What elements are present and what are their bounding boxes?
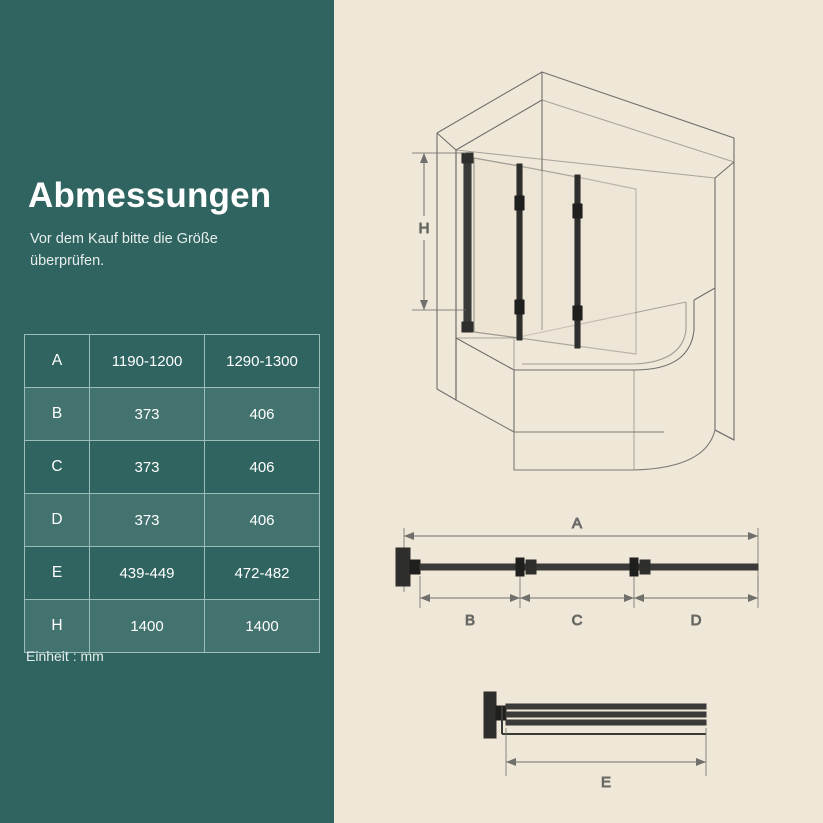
info-panel xyxy=(0,0,334,823)
row-value-1: 439-449 xyxy=(90,547,205,600)
top-view-diagram xyxy=(396,512,758,629)
isometric-diagram xyxy=(412,72,734,470)
row-value-1: 373 xyxy=(90,388,205,441)
row-label: H xyxy=(25,600,90,653)
row-label: D xyxy=(25,494,90,547)
row-value-2: 1400 xyxy=(205,600,320,653)
top-segment-label-c: C xyxy=(571,612,583,629)
top-overall-label: A xyxy=(571,515,583,532)
row-label: E xyxy=(25,547,90,600)
dimensions-table xyxy=(24,334,320,653)
table-row xyxy=(25,335,320,388)
row-label: B xyxy=(25,388,90,441)
row-label: A xyxy=(25,335,90,388)
page-title: Abmessungen xyxy=(28,176,272,215)
row-value-1: 373 xyxy=(90,441,205,494)
unit-note: Einheit : mm xyxy=(26,648,104,664)
row-label: C xyxy=(25,441,90,494)
row-value-2: 406 xyxy=(205,494,320,547)
technical-drawings-svg xyxy=(334,0,823,823)
row-value-2: 1290-1300 xyxy=(205,335,320,388)
table-row xyxy=(25,494,320,547)
table-row xyxy=(25,441,320,494)
row-value-1: 1190-1200 xyxy=(90,335,205,388)
row-value-1: 373 xyxy=(90,494,205,547)
row-value-1: 1400 xyxy=(90,600,205,653)
folded-depth-label: E xyxy=(600,774,612,791)
top-segment-label-b: B xyxy=(464,612,476,629)
table-row xyxy=(25,547,320,600)
folded-view-diagram xyxy=(484,692,706,791)
iso-height-label: H xyxy=(418,220,430,237)
row-value-2: 472-482 xyxy=(205,547,320,600)
row-value-2: 406 xyxy=(205,388,320,441)
row-value-2: 406 xyxy=(205,441,320,494)
drawing-area xyxy=(334,0,823,823)
top-segment-label-d: D xyxy=(690,612,702,629)
table-row xyxy=(25,388,320,441)
page-subtitle: Vor dem Kauf bitte die Größe überprüfen. xyxy=(30,231,218,269)
table-row xyxy=(25,600,320,653)
